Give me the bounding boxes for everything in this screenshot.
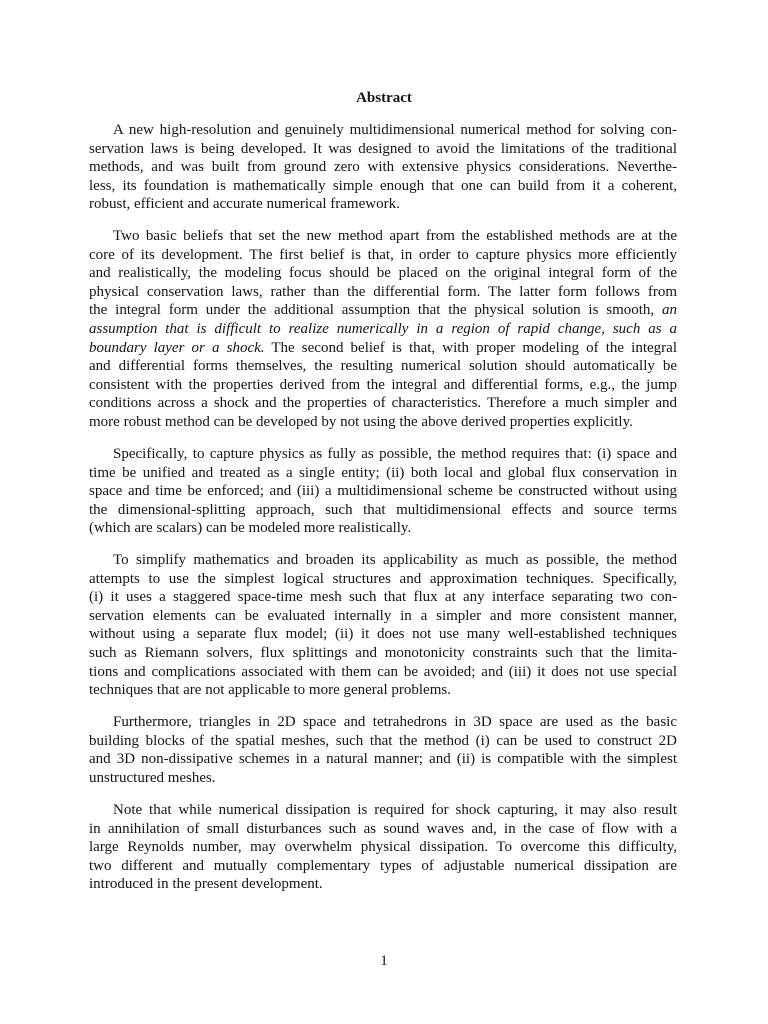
- text-line: less, its foundation is mathematically simple enough that one can build from it a coherent,: [89, 177, 677, 194]
- text-line: Note that while numerical dissipation is required for shock capturing, it may also result: [113, 802, 677, 818]
- text-line: introduced in the present development.: [89, 876, 323, 893]
- abstract-heading: Abstract: [356, 90, 412, 106]
- text-line: the dimensional-splitting approach, such that multidimensional effects and source terms: [89, 501, 677, 518]
- text-line: physical conservation laws, rather than the differential form. The latter form follows from: [89, 283, 677, 300]
- text-line: without using a separate flux model; (ii) it does not use many well-established techniques: [89, 626, 677, 643]
- text-line: A new high-resolution and genuinely multidimensional numerical method for solving con-: [113, 122, 677, 138]
- abstract-paragraph-4: [89, 551, 677, 700]
- text-line: [89, 301, 677, 320]
- abstract-paragraph-1: [89, 121, 677, 214]
- text-line: time be unified and treated as a single entity; (ii) both local and global flux conservation in: [89, 464, 677, 481]
- text-line: robust, efficient and accurate numerical framework.: [89, 196, 400, 213]
- text-line: [89, 339, 677, 358]
- text-line: conditions across a shock and the properties of characteristics. Therefore a much simpler and: [89, 395, 677, 412]
- text-segment: The second belief is that, with proper modeling of the integral: [271, 339, 677, 356]
- text-line: large Reynolds number, may overwhelm physical dissipation. To overcome this difficulty,: [89, 839, 677, 856]
- text-line: and realistically, the modeling focus should be placed on the original integral form of the: [89, 265, 677, 282]
- text-segment: the integral form under the additional assumption that the physical solution is smooth,: [89, 302, 655, 319]
- italic-text-line: assumption that is difficult to realize numerically in a region of rapid change, such as a: [89, 320, 677, 337]
- text-line: Two basic beliefs that set the new method apart from the established methods are at the: [113, 228, 677, 244]
- abstract-paragraph-5: [89, 713, 677, 787]
- text-line: more robust method can be developed by not using the above derived properties explicitly.: [89, 413, 633, 430]
- text-line: space and time be enforced; and (iii) a multidimensional scheme be constructed without using: [89, 483, 677, 500]
- text-line: tions and complications associated with them can be avoided; and (iii) it does not use special: [89, 663, 677, 680]
- text-line: and differential forms themselves, the resulting numerical solution should automatically be: [89, 358, 677, 375]
- text-line: and 3D non-dissipative schemes in a natural manner; and (ii) is compatible with the simplest: [89, 751, 677, 768]
- text-line: attempts to use the simplest logical structures and approximation techniques. Specifically,: [89, 570, 677, 587]
- text-line: such as Riemann solvers, flux splittings and monotonicity constraints such that the limita-: [89, 644, 677, 661]
- abstract-paragraph-3: [89, 445, 677, 538]
- text-line: building blocks of the spatial meshes, such that the method (i) can be used to construct 2D: [89, 732, 677, 749]
- text-line: two different and mutually complementary types of adjustable numerical dissipation are: [89, 857, 677, 874]
- text-line: core of its development. The first belief is that, in order to capture physics more efficiently: [89, 246, 677, 263]
- text-line: (i) it uses a staggered space-time mesh such that flux at any interface separating two con-: [89, 589, 677, 606]
- text-line: Furthermore, triangles in 2D space and tetrahedrons in 3D space are used as the basic: [113, 714, 677, 730]
- text-line: consistent with the properties derived from the integral and differential forms, e.g., the jump: [89, 376, 677, 393]
- text-line: (which are scalars) can be modeled more realistically.: [89, 520, 412, 537]
- text-line: techniques that are not applicable to more general problems.: [89, 682, 451, 699]
- page-number: 1: [380, 953, 388, 969]
- text-line: in annihilation of small disturbances such as sound waves and, in the case of flow with a: [89, 820, 677, 837]
- text-line: servation elements can be evaluated internally in a simpler and more consistent manner,: [89, 607, 677, 624]
- abstract-paragraph-6: [89, 801, 677, 894]
- text-line: Specifically, to capture physics as fully as possible, the method requires that: (i) space and: [113, 446, 677, 462]
- text-line: unstructured meshes.: [89, 769, 216, 786]
- text-line: methods, and was built from ground zero with extensive physics considerations. Neverthe-: [89, 159, 677, 176]
- text-line: To simplify mathematics and broaden its applicability as much as possible, the method: [113, 552, 677, 568]
- italic-text-segment: an: [662, 302, 678, 319]
- text-line: servation laws is being developed. It was designed to avoid the limitations of the traditional: [89, 140, 677, 157]
- italic-text-segment: boundary layer or a shock.: [89, 339, 265, 356]
- abstract-paragraph-2: [89, 227, 677, 432]
